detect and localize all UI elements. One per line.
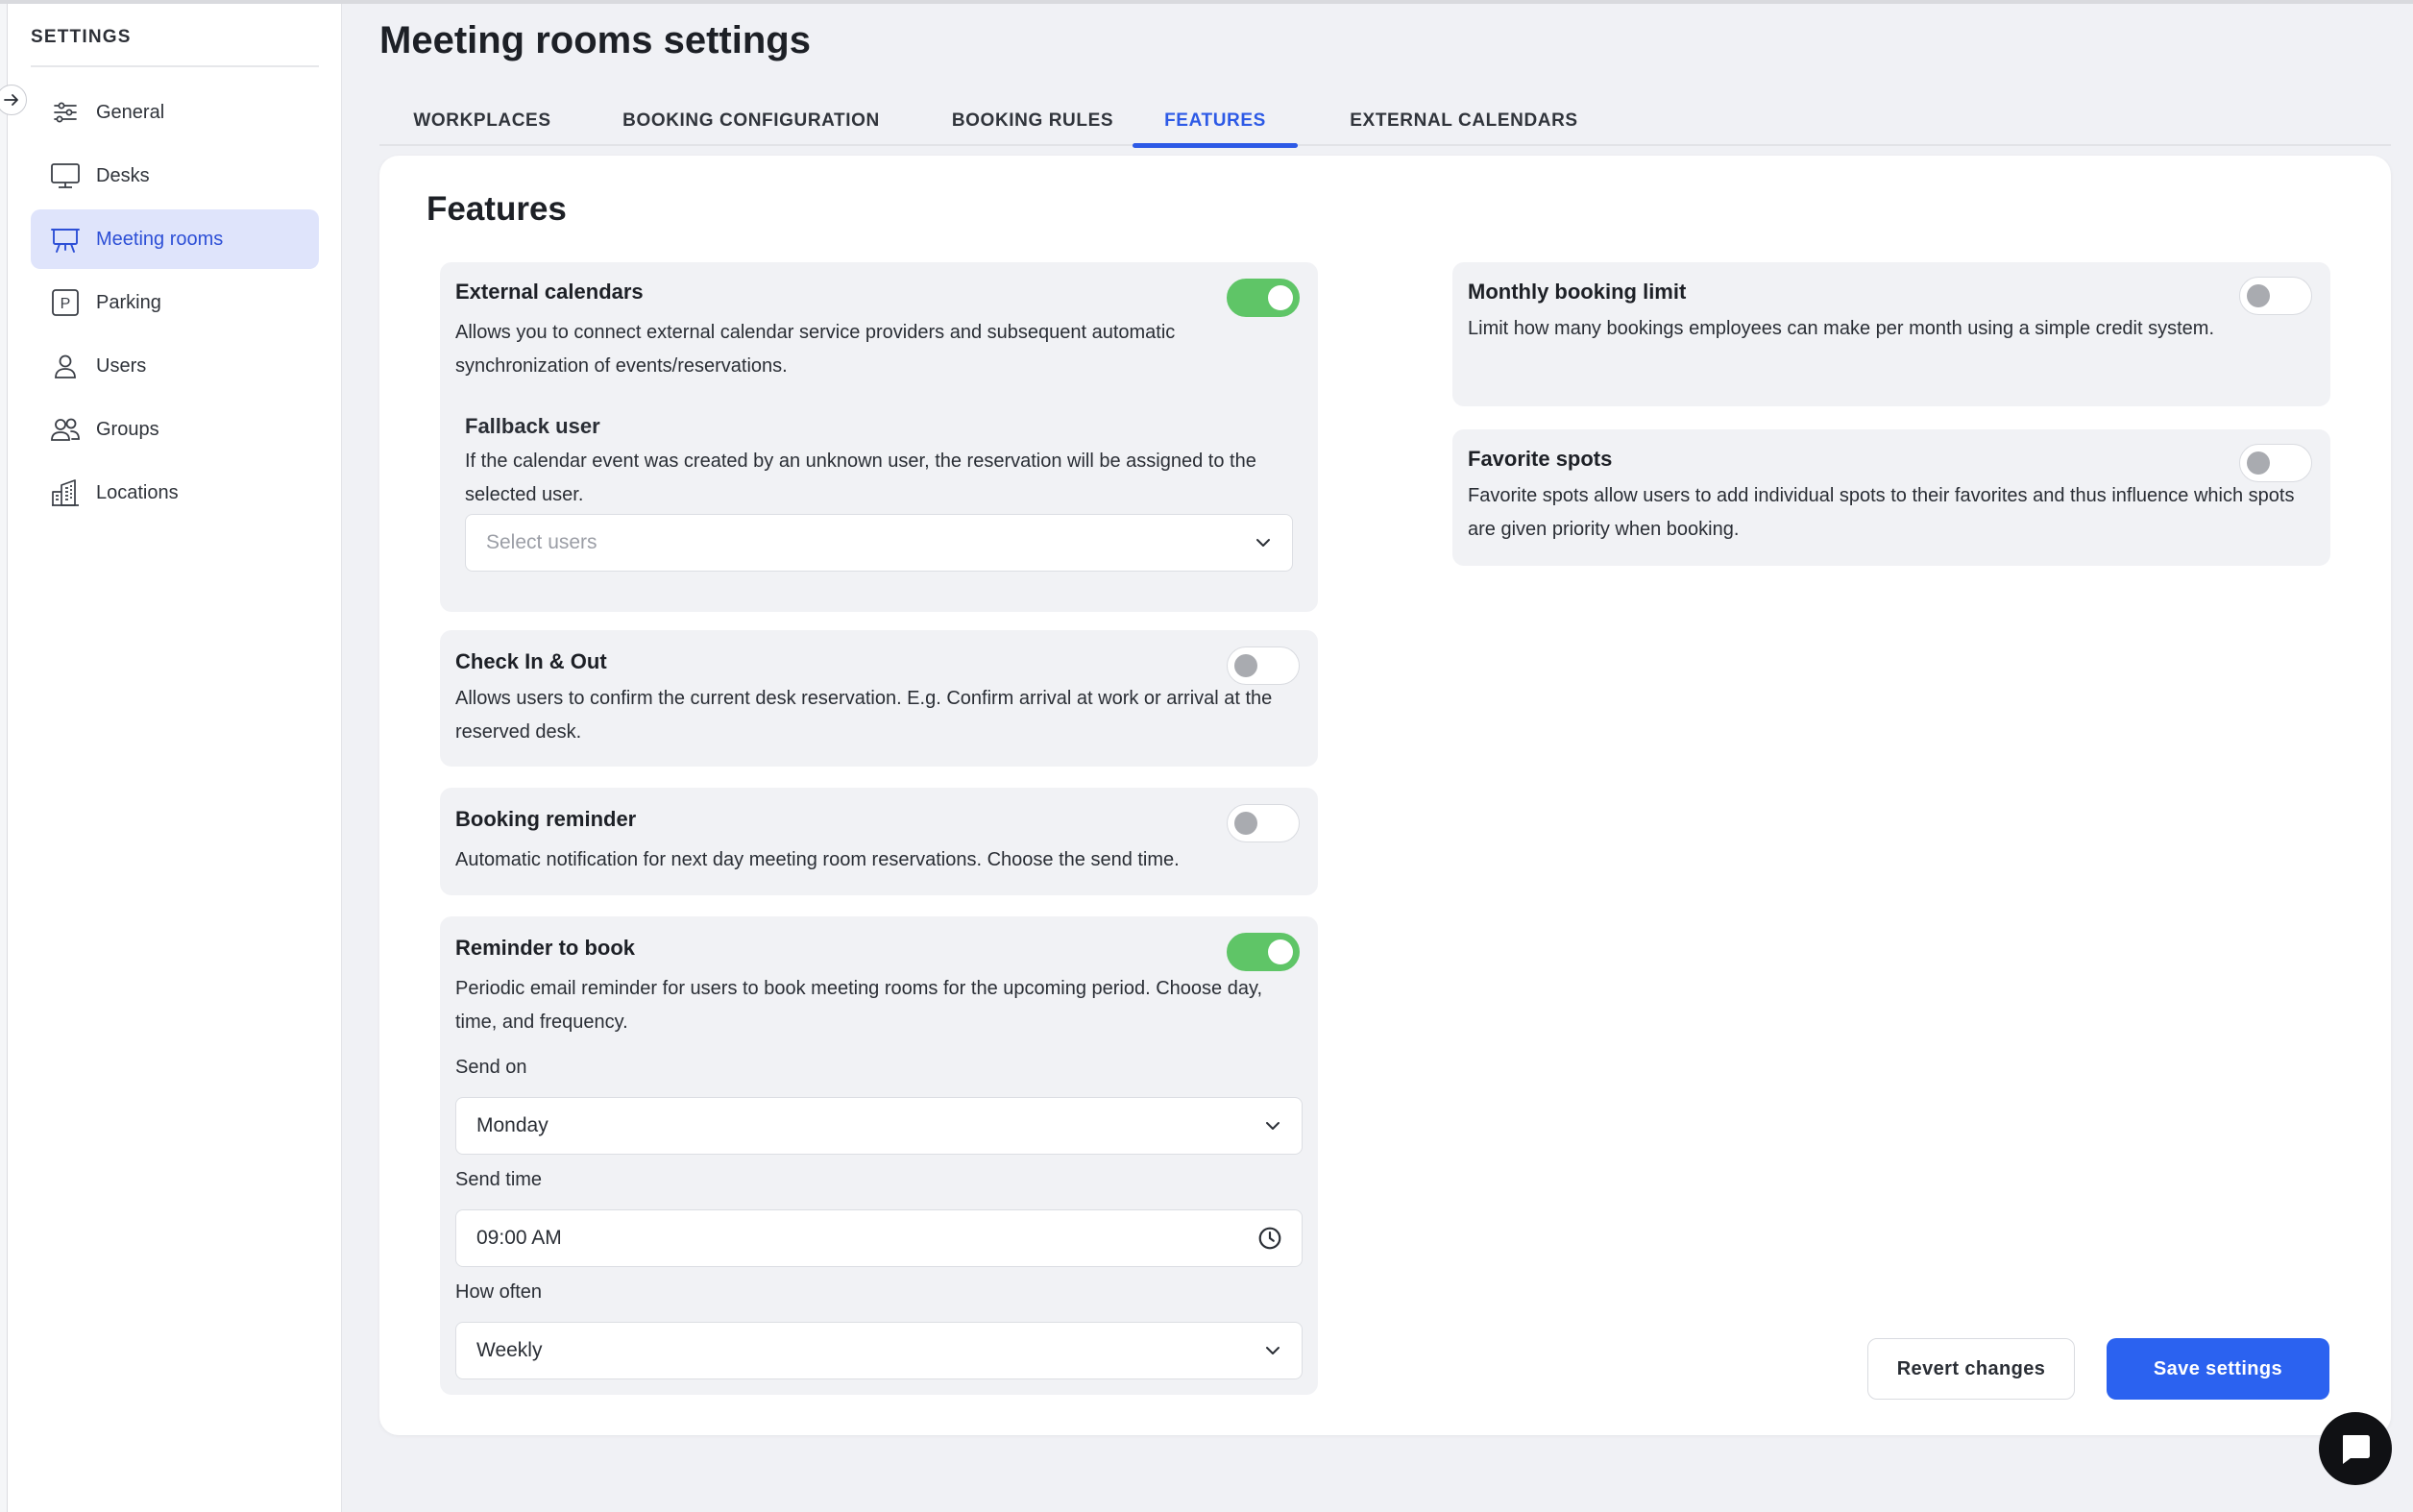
chevron-down-icon xyxy=(1263,1116,1282,1135)
panel-title: External calendars xyxy=(455,280,644,304)
group-icon xyxy=(50,414,81,445)
select-placeholder: Select users xyxy=(486,531,597,553)
sidebar-item-locations[interactable] xyxy=(31,463,319,523)
favorite-spots-panel xyxy=(1452,429,2330,566)
sidebar-item-users[interactable] xyxy=(31,336,319,396)
toggle-knob xyxy=(2247,451,2270,475)
sidebar-item-general[interactable] xyxy=(31,83,319,142)
send-on-label: Send on xyxy=(455,1057,527,1078)
easel-icon xyxy=(50,224,81,255)
fallback-user-select[interactable] xyxy=(465,514,1293,572)
panel-description: Allows users to confirm the current desk reservation. E.g. Confirm arrival at work or arrival at the reserved desk. xyxy=(455,688,1273,743)
svg-text:P: P xyxy=(60,296,71,312)
panel-description: Favorite spots allow users to add individual spots to their favorites and thus influence which spots are given priority when booking. xyxy=(1468,485,2295,540)
send-time-label: Send time xyxy=(455,1169,543,1190)
sidebar-item-label: Users xyxy=(96,354,147,377)
panel-title: Monthly booking limit xyxy=(1468,280,1687,304)
user-icon xyxy=(50,351,81,381)
settings-tabs xyxy=(379,96,2391,146)
monthly-booking-limit-panel xyxy=(1452,262,2330,406)
top-border xyxy=(0,0,2413,4)
external-calendars-toggle[interactable] xyxy=(1227,279,1300,317)
sidebar-item-meeting-rooms[interactable] xyxy=(31,209,319,269)
arrow-right-icon xyxy=(3,91,20,109)
booking-reminder-toggle[interactable] xyxy=(1227,804,1300,842)
tab-external-calendars[interactable]: EXTERNAL CALENDARS xyxy=(1350,110,1578,131)
toggle-knob xyxy=(1234,812,1257,835)
sidebar-item-groups[interactable] xyxy=(31,400,319,459)
how-often-select[interactable] xyxy=(455,1322,1303,1379)
monitor-icon xyxy=(50,160,81,191)
toggle-knob xyxy=(1234,654,1257,677)
sidebar-heading: SETTINGS xyxy=(31,27,132,47)
revert-changes-button[interactable]: Revert changes xyxy=(1867,1338,2075,1400)
tab-booking-rules[interactable]: BOOKING RULES xyxy=(951,110,1114,131)
fallback-user-title: Fallback user xyxy=(465,414,600,438)
sidebar-divider xyxy=(31,65,319,67)
toggle-knob xyxy=(2247,284,2270,307)
chat-button[interactable] xyxy=(2319,1412,2392,1485)
panel-description: Automatic notification for next day meeting room reservations. Choose the send time. xyxy=(455,849,1180,870)
toggle-knob xyxy=(1268,285,1293,310)
toggle-knob xyxy=(1268,939,1293,964)
building-icon xyxy=(50,477,81,508)
sliders-icon xyxy=(50,97,81,128)
sidebar-rail xyxy=(0,4,8,1512)
panel-description: Allows you to connect external calendar service providers and subsequent automatic synchronization of events/reservations. xyxy=(455,322,1176,377)
sidebar-item-parking[interactable] xyxy=(31,273,319,332)
chat-bubble-icon xyxy=(2337,1430,2374,1467)
check-in-out-panel xyxy=(440,630,1318,767)
sidebar-item-label: Parking xyxy=(96,291,161,313)
sidebar-item-label: Groups xyxy=(96,418,159,440)
favorite-spots-toggle[interactable] xyxy=(2239,444,2312,482)
panel-title: Booking reminder xyxy=(455,807,637,831)
sidebar-item-label: General xyxy=(96,101,165,123)
panel-title: Check In & Out xyxy=(455,649,607,673)
fallback-user-description: If the calendar event was created by an unknown user, the reservation will be assigned to the selected user. xyxy=(465,451,1256,505)
chevron-down-icon xyxy=(1254,533,1273,552)
settings-nav xyxy=(31,83,319,526)
sidebar-item-desks[interactable] xyxy=(31,146,319,206)
panel-description: Limit how many bookings employees can make per month using a simple credit system. xyxy=(1468,318,2215,339)
sidebar-item-label: Desks xyxy=(96,164,150,186)
chevron-down-icon xyxy=(1263,1341,1282,1360)
sidebar-item-label: Locations xyxy=(96,481,179,503)
tab-workplaces[interactable]: WORKPLACES xyxy=(413,110,551,131)
time-value: 09:00 AM xyxy=(476,1227,562,1249)
tab-features[interactable]: FEATURES xyxy=(1133,96,1298,146)
select-value: Weekly xyxy=(476,1339,543,1361)
select-value: Monday xyxy=(476,1114,548,1136)
save-settings-button[interactable]: Save settings xyxy=(2107,1338,2329,1400)
monthly-booking-limit-toggle[interactable] xyxy=(2239,277,2312,315)
reminder-to-book-panel xyxy=(440,916,1318,1395)
send-time-input[interactable] xyxy=(455,1209,1303,1267)
external-calendars-panel xyxy=(440,262,1318,612)
booking-reminder-panel xyxy=(440,788,1318,895)
features-card xyxy=(379,156,2391,1435)
check-in-out-toggle[interactable] xyxy=(1227,646,1300,685)
clock-icon[interactable] xyxy=(1257,1226,1282,1251)
section-title: Features xyxy=(427,190,567,228)
panel-description: Periodic email reminder for users to book meeting rooms for the upcoming period. Choose day, time, and frequency. xyxy=(455,978,1263,1033)
page-title: Meeting rooms settings xyxy=(379,19,811,61)
sidebar-item-label: Meeting rooms xyxy=(96,228,224,250)
how-often-label: How often xyxy=(455,1281,543,1303)
send-on-select[interactable] xyxy=(455,1097,1303,1155)
panel-title: Reminder to book xyxy=(455,936,636,960)
settings-sidebar xyxy=(8,4,342,1512)
tab-booking-configuration[interactable]: BOOKING CONFIGURATION xyxy=(622,110,880,131)
reminder-to-book-toggle[interactable] xyxy=(1227,933,1300,971)
panel-title: Favorite spots xyxy=(1468,447,1613,471)
parking-icon xyxy=(50,287,81,318)
